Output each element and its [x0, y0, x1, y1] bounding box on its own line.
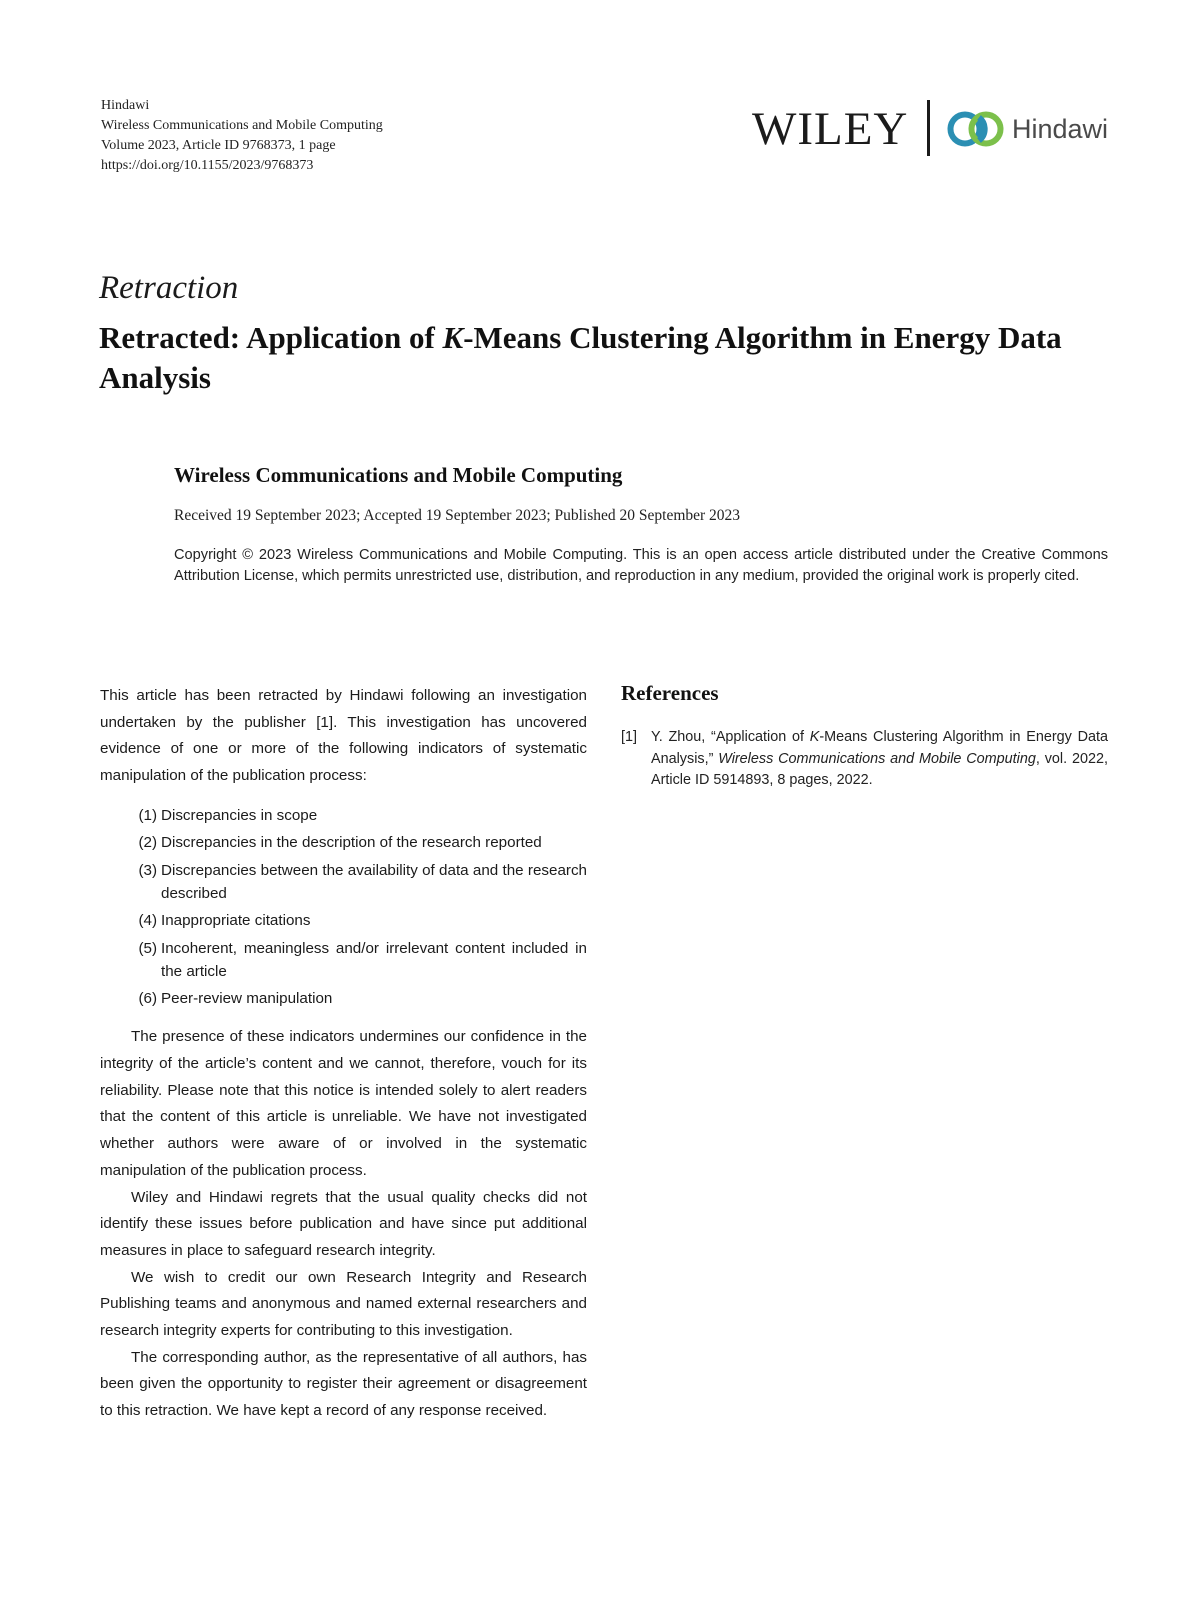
list-item-number: (5)	[138, 939, 157, 957]
list-item-text: Peer-review manipulation	[161, 990, 333, 1008]
reference-item	[621, 727, 1108, 792]
reference-number: [1]	[621, 729, 637, 745]
list-item	[100, 859, 587, 905]
list-item-text: Discrepancies in the description of the research reported	[161, 834, 542, 852]
body-paragraph: We wish to credit our own Research Integrity and Research Publishing teams and anonymous and named external researchers and research integrity experts for contributing to this investigation.	[100, 1268, 587, 1340]
reference-title-k: K	[809, 729, 820, 745]
reference-text	[651, 727, 1108, 792]
list-item-text: Incoherent, meaningless and/or irrelevant content included in the article	[161, 939, 587, 980]
journal-name: Wireless Communications and Mobile Computing	[101, 118, 383, 133]
wiley-logo: WILEY	[752, 103, 909, 155]
list-item-text: Discrepancies in scope	[161, 806, 318, 824]
publisher-name: Hindawi	[101, 98, 150, 113]
author-line: Wireless Communications and Mobile Computing	[174, 463, 623, 487]
list-item-number: (2)	[138, 834, 157, 852]
list-item	[100, 987, 587, 1010]
publication-dates: Received 19 September 2023; Accepted 19 September 2023; Published 20 September 2023	[174, 507, 741, 524]
list-item-number: (3)	[138, 861, 157, 879]
body-paragraph: The corresponding author, as the representative of all authors, has been given the opportunity to register their agreement or disagreement to this retraction. We have kept a record of any response received.	[100, 1348, 587, 1420]
list-item	[100, 909, 587, 932]
article-type: Retraction	[99, 270, 239, 306]
list-item-text: Inappropriate citations	[161, 912, 311, 930]
list-item	[100, 831, 587, 854]
hindawi-rings-icon	[946, 110, 1008, 148]
list-item-number: (4)	[138, 912, 157, 930]
logo-divider	[927, 100, 930, 156]
list-item-text: Discrepancies between the availability of data and the research described	[161, 861, 587, 902]
article-title	[99, 318, 1079, 398]
publisher-logos	[752, 98, 1112, 158]
references-heading: References	[621, 681, 719, 705]
reference-title: -Means Clustering Algorithm in Energy Data Analysis,”	[651, 729, 1108, 767]
reference-details: , vol. 2022, Article ID 5914893, 8 pages, 2022.	[651, 750, 1108, 788]
list-item	[100, 937, 587, 983]
list-item	[100, 804, 587, 827]
volume-line: Volume 2023, Article ID 9768373, 1 page	[101, 138, 336, 153]
reference-author: Y. Zhou, “Application of	[651, 729, 810, 745]
list-item-number: (1)	[138, 806, 157, 824]
intro-paragraph: This article has been retracted by Hindawi following an investigation undertaken by the publisher [1]. This investigation has uncovered evidence of one or more of the following indicators of systematic manipulation of the publication process:	[100, 687, 587, 785]
doi-link[interactable]: https://doi.org/10.1155/2023/9768373	[101, 158, 314, 173]
body-column-left	[100, 683, 587, 1425]
list-item-number: (6)	[138, 990, 157, 1008]
copyright-notice: Copyright © 2023 Wireless Communications and Mobile Computing. This is an open access article distributed under the Creative Commons Attribution License, which permits unrestricted use, distribution, and reproduction in any medium, provided the original work is properly cited.	[174, 547, 1108, 584]
title-prefix: Retracted: Application of	[99, 320, 443, 355]
body-paragraph: Wiley and Hindawi regrets that the usual quality checks did not identify these issues before publication and have since put additional measures in place to safeguard research integrity.	[100, 1188, 587, 1259]
title-suffix: -Means Clustering Algorithm in Energy Data Analysis	[99, 320, 1062, 395]
title-k: K	[442, 320, 464, 355]
indicator-list	[100, 804, 587, 1011]
journal-info	[101, 96, 383, 176]
reference-journal[interactable]: Wireless Communications and Mobile Computing	[718, 750, 1036, 767]
body-paragraph: The presence of these indicators undermines our confidence in the integrity of the article’s content and we cannot, therefore, vouch for its reliability. Please note that this notice is intended solely to alert readers that the content of this article is unreliable. We have not investigated whether authors were aware of or involved in the systematic manipulation of the publication process.	[100, 1028, 587, 1179]
hindawi-logo-text: Hindawi	[1012, 114, 1109, 144]
